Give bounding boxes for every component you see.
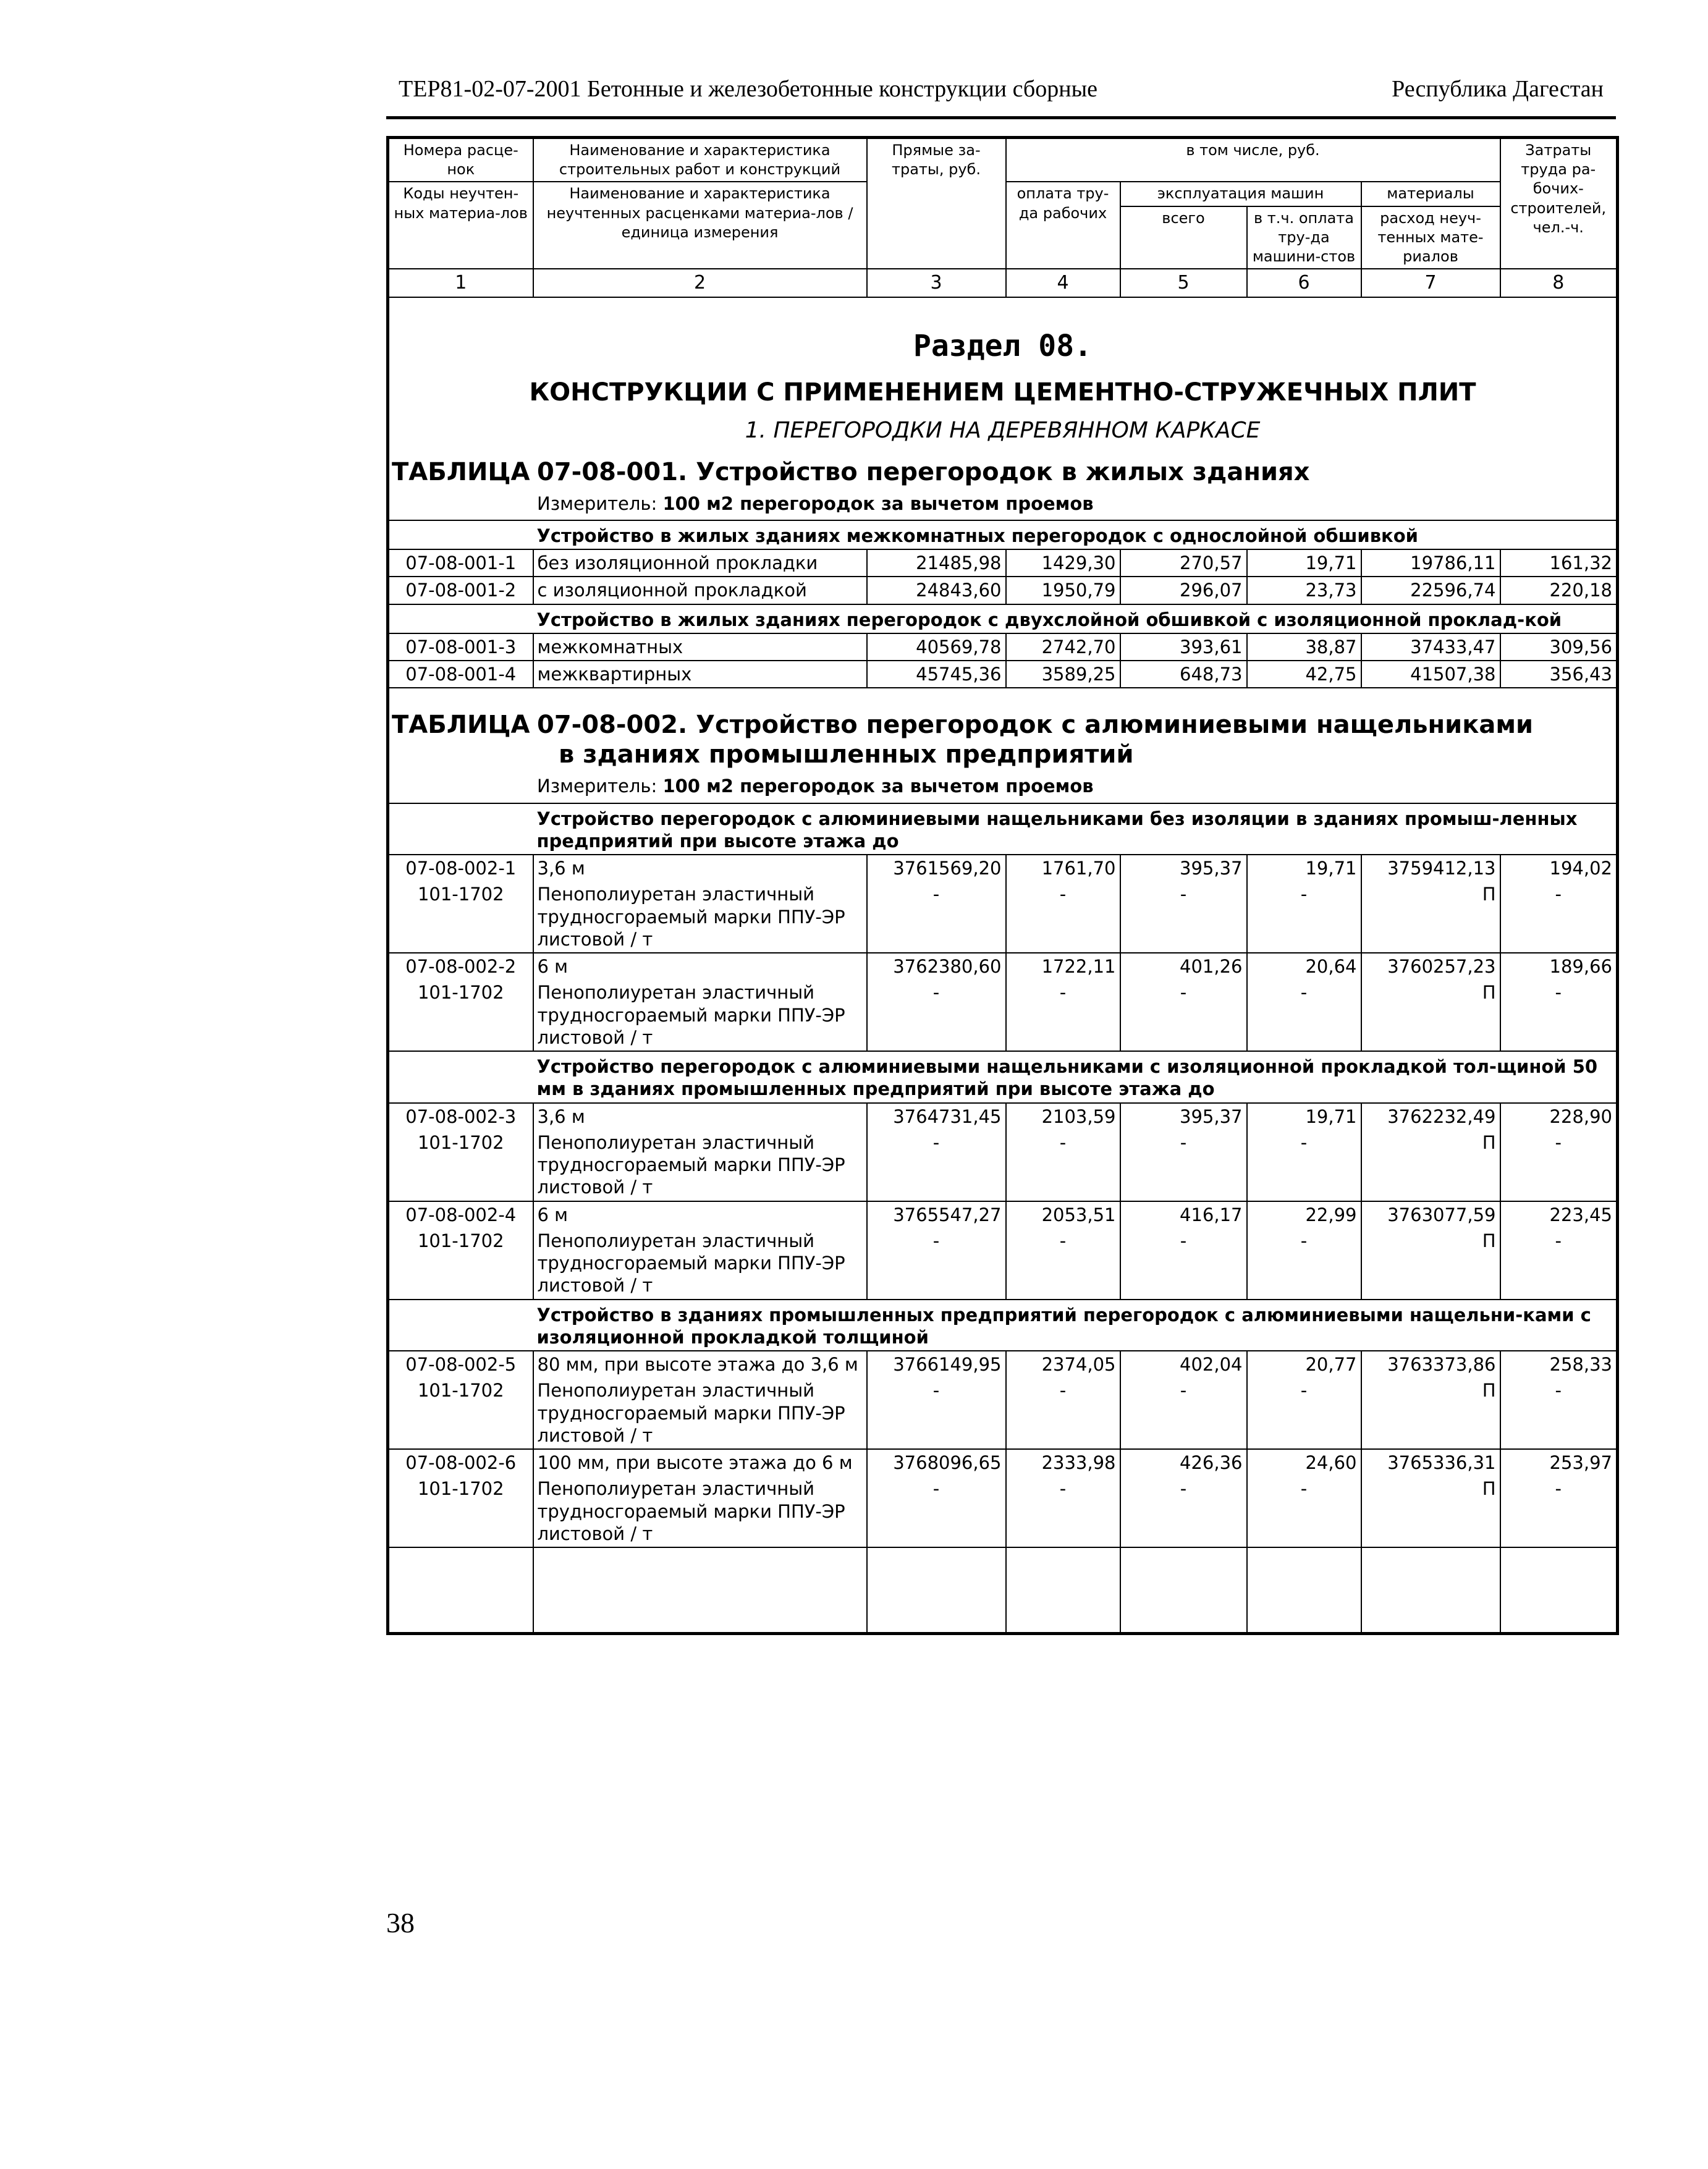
- materials-cost: 37433,47: [1361, 633, 1500, 661]
- material-name: Пенополиуретан эластичный трудносгораемый марки ППУ-ЭР листовой / т: [533, 1377, 867, 1449]
- table-row: [388, 1201, 1618, 1228]
- material-row: [388, 979, 1618, 1051]
- section-title: Раздел 08.: [913, 328, 1092, 363]
- direct-costs: 21485,98: [867, 549, 1006, 577]
- col1-top-header: Номера расце-нок: [388, 138, 533, 182]
- machines-total: 395,37: [1120, 1103, 1247, 1130]
- materials-cost: 3759412,13: [1361, 855, 1500, 881]
- materials-cost: 22596,74: [1361, 577, 1500, 604]
- rate-code: 07-08-001-4: [388, 661, 533, 688]
- material-marker: П: [1361, 1130, 1500, 1201]
- materials-cost: 3763373,86: [1361, 1351, 1500, 1377]
- dash: -: [1006, 1377, 1120, 1449]
- materials-cost: 3765336,31: [1361, 1449, 1500, 1476]
- table-row: [388, 1449, 1618, 1476]
- dash: -: [1120, 979, 1247, 1051]
- col5-header: всего: [1120, 206, 1247, 269]
- material-code: 101-1702: [388, 979, 533, 1051]
- material-code: 101-1702: [388, 1130, 533, 1201]
- worker-wages: 1761,70: [1006, 855, 1120, 881]
- material-row: [388, 1476, 1618, 1547]
- column-number: 4: [1006, 269, 1120, 297]
- worker-wages: 1722,11: [1006, 953, 1120, 979]
- rate-code: 07-08-002-1: [388, 855, 533, 881]
- materials-cost: 19786,11: [1361, 549, 1500, 577]
- machines-total: 402,04: [1120, 1351, 1247, 1377]
- dash: -: [867, 979, 1006, 1051]
- table1-heading-row: [388, 455, 1618, 520]
- material-name: Пенополиуретан эластичный трудносгораемый марки ППУ-ЭР листовой / т: [533, 881, 867, 953]
- empty-row: [388, 1547, 1618, 1634]
- dash: -: [1500, 1476, 1618, 1547]
- material-code: 101-1702: [388, 1377, 533, 1449]
- material-code: 101-1702: [388, 1476, 533, 1547]
- dash: -: [1500, 1130, 1618, 1201]
- price-table: [386, 136, 1619, 1635]
- material-name: Пенополиуретан эластичный трудносгораемый марки ППУ-ЭР листовой / т: [533, 979, 867, 1051]
- rate-code: 07-08-001-2: [388, 577, 533, 604]
- direct-costs: 24843,60: [867, 577, 1006, 604]
- rate-code: 07-08-001-1: [388, 549, 533, 577]
- measure-label: Измеритель:: [537, 493, 657, 514]
- table1-title-text: 07-08-001. Устройство перегородок в жилых зданиях: [537, 457, 1310, 486]
- group-row: [388, 1300, 1618, 1351]
- material-marker: П: [1361, 1228, 1500, 1300]
- labor-hours: 194,02: [1500, 855, 1618, 881]
- dash: -: [1500, 1228, 1618, 1300]
- rate-name: 6 м: [533, 953, 867, 979]
- dash: -: [1247, 881, 1361, 953]
- table-row: [388, 855, 1618, 881]
- dash: -: [1247, 1130, 1361, 1201]
- machines-total: 395,37: [1120, 855, 1247, 881]
- table-row: [388, 633, 1618, 661]
- material-marker: П: [1361, 979, 1500, 1051]
- materials-cost: 41507,38: [1361, 661, 1500, 688]
- dash: -: [867, 1228, 1006, 1300]
- section-heading-row: [388, 297, 1618, 455]
- labor-hours: 309,56: [1500, 633, 1618, 661]
- col8-header: Затраты труда ра-бочих-строителей, чел.-ч.: [1500, 138, 1618, 269]
- dash: -: [1006, 1228, 1120, 1300]
- dash: -: [1006, 881, 1120, 953]
- machines-total: 270,57: [1120, 549, 1247, 577]
- table-row: [388, 1103, 1618, 1130]
- material-code: 101-1702: [388, 1228, 533, 1300]
- rate-code: 07-08-002-4: [388, 1201, 533, 1228]
- labor-hours: 253,97: [1500, 1449, 1618, 1476]
- table-row: [388, 577, 1618, 604]
- material-row: [388, 1130, 1618, 1201]
- dash: -: [1500, 881, 1618, 953]
- direct-costs: 3762380,60: [867, 953, 1006, 979]
- col3-header: Прямые за-траты, руб.: [867, 138, 1006, 269]
- col4-header: оплата тру-да рабочих: [1006, 182, 1120, 269]
- subsection-title: 1. ПЕРЕГОРОДКИ НА ДЕРЕВЯННОМ КАРКАСЕ: [745, 417, 1261, 443]
- dash: -: [1120, 1228, 1247, 1300]
- table2-heading-row: [388, 688, 1618, 803]
- dash: -: [867, 881, 1006, 953]
- table1-title: [392, 458, 1613, 486]
- group-title: Устройство в зданиях промышленных предприятий перегородок с алюминиевыми нащельни-ками с изоляционной прокладкой толщиной: [533, 1300, 1618, 1351]
- materials-header: материалы: [1361, 182, 1500, 206]
- direct-costs: 45745,36: [867, 661, 1006, 688]
- machinist-wages: 19,71: [1247, 549, 1361, 577]
- material-row: [388, 1228, 1618, 1300]
- col1-bottom-header: Коды неучтен-ных материа-лов: [388, 182, 533, 269]
- material-code: 101-1702: [388, 881, 533, 953]
- machinist-wages: 23,73: [1247, 577, 1361, 604]
- rate-name: без изоляционной прокладки: [533, 549, 867, 577]
- dash: -: [1500, 1377, 1618, 1449]
- worker-wages: 2103,59: [1006, 1103, 1120, 1130]
- material-name: Пенополиуретан эластичный трудносгораемый марки ППУ-ЭР листовой / т: [533, 1476, 867, 1547]
- measure-label: Измеритель:: [537, 776, 657, 797]
- column-number: 5: [1120, 269, 1247, 297]
- column-number: 6: [1247, 269, 1361, 297]
- direct-costs: 3765547,27: [867, 1201, 1006, 1228]
- table1-label: ТАБЛИЦА: [392, 457, 530, 486]
- rate-code: 07-08-001-3: [388, 633, 533, 661]
- dash: -: [1247, 1228, 1361, 1300]
- table2-label: ТАБЛИЦА: [392, 711, 530, 740]
- worker-wages: 1950,79: [1006, 577, 1120, 604]
- group-title: Устройство перегородок с алюминиевыми нащельниками без изоляции в зданиях промыш-ленных предприятий при высоте этажа до: [533, 803, 1618, 855]
- rate-code: 07-08-002-3: [388, 1103, 533, 1130]
- document-title: ТЕР81-02-07-2001 Бетонные и железобетонные конструкции сборные: [399, 76, 1097, 102]
- dash: -: [1247, 979, 1361, 1051]
- measure-value: 100 м2 перегородок за вычетом проемов: [662, 493, 1094, 514]
- section-subtitle: КОНСТРУКЦИИ С ПРИМЕНЕНИЕМ ЦЕМЕНТНО-СТРУЖЕЧНЫХ ПЛИТ: [529, 378, 1476, 407]
- column-number: 1: [388, 269, 533, 297]
- material-marker: П: [1361, 1377, 1500, 1449]
- region-name: Республика Дагестан: [1392, 76, 1604, 102]
- header-row-1: [388, 138, 1618, 182]
- rate-code: 07-08-002-6: [388, 1449, 533, 1476]
- direct-costs: 40569,78: [867, 633, 1006, 661]
- machinist-wages: 42,75: [1247, 661, 1361, 688]
- group-title: Устройство в жилых зданиях перегородок с двухслойной обшивкой с изоляционной проклад-кой: [533, 604, 1618, 633]
- labor-hours: 228,90: [1500, 1103, 1618, 1130]
- rate-code: 07-08-002-5: [388, 1351, 533, 1377]
- machinist-wages: 22,99: [1247, 1201, 1361, 1228]
- labor-hours: 223,45: [1500, 1201, 1618, 1228]
- group-title: Устройство в жилых зданиях межкомнатных перегородок с однослойной обшивкой: [533, 520, 1618, 549]
- labor-hours: 220,18: [1500, 577, 1618, 604]
- dash: -: [1247, 1476, 1361, 1547]
- worker-wages: 2374,05: [1006, 1351, 1120, 1377]
- material-marker: П: [1361, 881, 1500, 953]
- group-row: [388, 520, 1618, 549]
- machines-total: 426,36: [1120, 1449, 1247, 1476]
- worker-wages: 2333,98: [1006, 1449, 1120, 1476]
- machines-total: 296,07: [1120, 577, 1247, 604]
- machinist-wages: 20,77: [1247, 1351, 1361, 1377]
- page-header: [386, 67, 1616, 119]
- rate-name: 3,6 м: [533, 1103, 867, 1130]
- direct-costs: 3764731,45: [867, 1103, 1006, 1130]
- dash: -: [1006, 1476, 1120, 1547]
- group-row: [388, 1051, 1618, 1103]
- measure-value: 100 м2 перегородок за вычетом проемов: [662, 776, 1094, 797]
- direct-costs: 3766149,95: [867, 1351, 1006, 1377]
- rate-name: межквартирных: [533, 661, 867, 688]
- machinist-wages: 20,64: [1247, 953, 1361, 979]
- table2-measure: [392, 775, 1613, 797]
- material-name: Пенополиуретан эластичный трудносгораемый марки ППУ-ЭР листовой / т: [533, 1228, 867, 1300]
- rate-name: межкомнатных: [533, 633, 867, 661]
- table-row: [388, 549, 1618, 577]
- group-title: Устройство перегородок с алюминиевыми нащельниками с изоляционной прокладкой тол-щиной 50 мм в зданиях промышленных предприятий при высоте этажа до: [533, 1051, 1618, 1103]
- column-number: 7: [1361, 269, 1500, 297]
- dash: -: [1247, 1377, 1361, 1449]
- labor-hours: 356,43: [1500, 661, 1618, 688]
- group-row: [388, 803, 1618, 855]
- worker-wages: 1429,30: [1006, 549, 1120, 577]
- labor-hours: 161,32: [1500, 549, 1618, 577]
- direct-costs: 3761569,20: [867, 855, 1006, 881]
- dash: -: [1006, 979, 1120, 1051]
- dash: -: [867, 1476, 1006, 1547]
- materials-cost: 3760257,23: [1361, 953, 1500, 979]
- machines-header: эксплуатация машин: [1120, 182, 1361, 206]
- materials-cost: 3762232,49: [1361, 1103, 1500, 1130]
- material-row: [388, 1377, 1618, 1449]
- dash: -: [1120, 881, 1247, 953]
- machines-total: 401,26: [1120, 953, 1247, 979]
- dash: -: [867, 1377, 1006, 1449]
- dash: -: [1120, 1130, 1247, 1201]
- machinist-wages: 24,60: [1247, 1449, 1361, 1476]
- materials-cost: 3763077,59: [1361, 1201, 1500, 1228]
- column-number: 3: [867, 269, 1006, 297]
- table2-title-text: 07-08-002. Устройство перегородок с алюминиевыми нащельниками: [537, 711, 1534, 740]
- dash: -: [1120, 1377, 1247, 1449]
- column-numbers-row: [388, 269, 1618, 297]
- machinist-wages: 19,71: [1247, 1103, 1361, 1130]
- table-row: [388, 661, 1618, 688]
- dash: -: [1120, 1476, 1247, 1547]
- machines-total: 393,61: [1120, 633, 1247, 661]
- material-row: [388, 881, 1618, 953]
- rate-name: 80 мм, при высоте этажа до 3,6 м: [533, 1351, 867, 1377]
- included-header: в том числе, руб.: [1006, 138, 1500, 182]
- column-number: 2: [533, 269, 867, 297]
- dash: -: [1006, 1130, 1120, 1201]
- material-marker: П: [1361, 1476, 1500, 1547]
- worker-wages: 3589,25: [1006, 661, 1120, 688]
- worker-wages: 2053,51: [1006, 1201, 1120, 1228]
- group-row: [388, 604, 1618, 633]
- table-row: [388, 1351, 1618, 1377]
- dash: -: [1500, 979, 1618, 1051]
- page-number: 38: [386, 1907, 415, 1939]
- material-name: Пенополиуретан эластичный трудносгораемый марки ППУ-ЭР листовой / т: [533, 1130, 867, 1201]
- col6-header: в т.ч. оплата тру-да машини-стов: [1247, 206, 1361, 269]
- table2-title: [392, 711, 1613, 739]
- rate-code: 07-08-002-2: [388, 953, 533, 979]
- rate-name: с изоляционной прокладкой: [533, 577, 867, 604]
- col7-header: расход неуч-тенных мате-риалов: [1361, 206, 1500, 269]
- table-row: [388, 953, 1618, 979]
- machinist-wages: 19,71: [1247, 855, 1361, 881]
- labor-hours: 189,66: [1500, 953, 1618, 979]
- table1-measure: [392, 493, 1613, 515]
- col2-bottom-header: Наименование и характеристика неучтенных расценками материа-лов / единица измерения: [533, 182, 867, 269]
- direct-costs: 3768096,65: [867, 1449, 1006, 1476]
- labor-hours: 258,33: [1500, 1351, 1618, 1377]
- worker-wages: 2742,70: [1006, 633, 1120, 661]
- machinist-wages: 38,87: [1247, 633, 1361, 661]
- dash: -: [867, 1130, 1006, 1201]
- rate-name: 3,6 м: [533, 855, 867, 881]
- rate-name: 6 м: [533, 1201, 867, 1228]
- machines-total: 416,17: [1120, 1201, 1247, 1228]
- rate-name: 100 мм, при высоте этажа до 6 м: [533, 1449, 867, 1476]
- col2-top-header: Наименование и характеристика строительных работ и конструкций: [533, 138, 867, 182]
- machines-total: 648,73: [1120, 661, 1247, 688]
- column-number: 8: [1500, 269, 1618, 297]
- table2-title-line2: в зданиях промышленных предприятий: [559, 740, 1134, 769]
